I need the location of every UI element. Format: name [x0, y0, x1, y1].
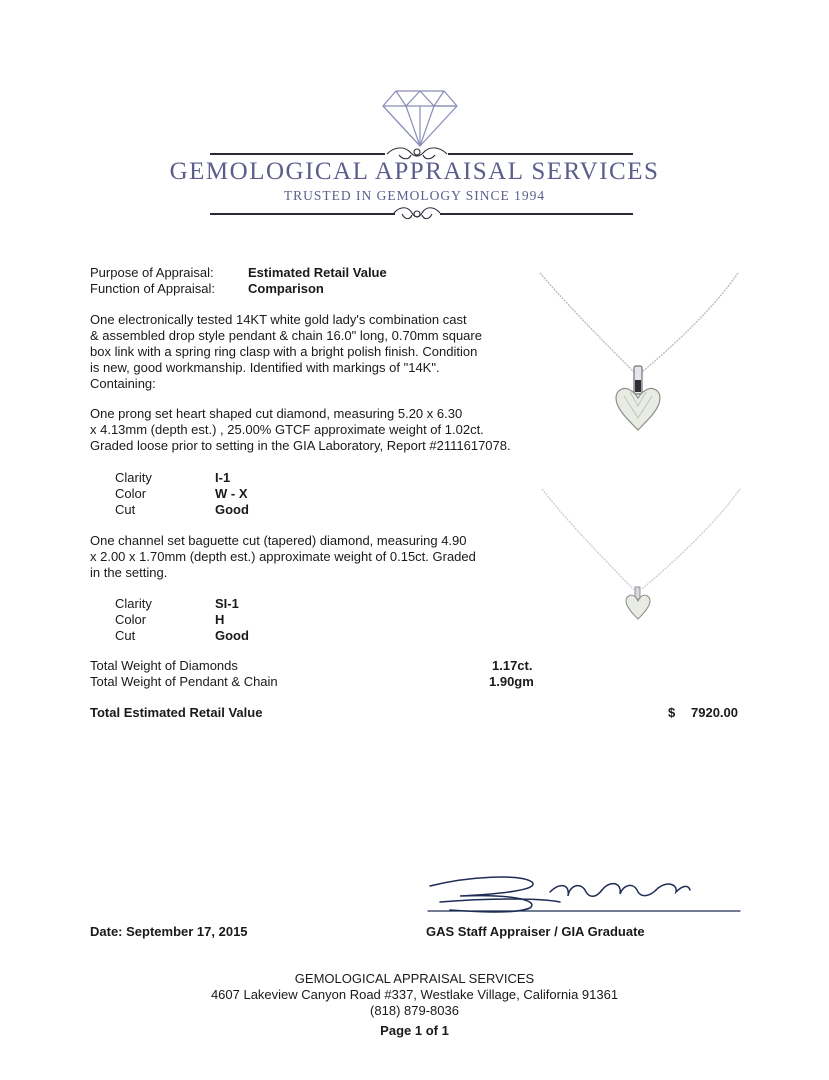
currency-symbol: $ — [668, 705, 676, 720]
stone1-description — [90, 406, 540, 454]
page-number: Page 1 of 1 — [380, 1023, 449, 1038]
stone2-cut: Good — [215, 628, 249, 643]
stone1-cut: Good — [215, 502, 249, 517]
diamond-icon — [380, 88, 460, 150]
stone2-line: One channel set baguette cut (tapered) diamond, measuring 4.90 — [90, 533, 467, 548]
purpose-value: Estimated Retail Value — [248, 265, 387, 280]
stone1-clarity-label: Clarity — [115, 470, 152, 485]
stone2-color: H — [215, 612, 225, 627]
function-label: Function of Appraisal: — [90, 281, 216, 296]
stone1-clarity: I-1 — [215, 470, 231, 485]
pendant-photo-full — [530, 485, 745, 625]
item-description — [90, 312, 540, 392]
header-top-rule-right — [448, 153, 633, 155]
appraiser-title: GAS Staff Appraiser / GIA Graduate — [426, 924, 645, 939]
stone2-color-label: Color — [115, 612, 147, 627]
stone1-color-label: Color — [115, 486, 147, 501]
function-value: Comparison — [248, 281, 324, 296]
stone2-line: x 2.00 x 1.70mm (depth est.) approximate weight of 0.15ct. Graded — [90, 549, 476, 564]
description-line: & assembled drop style pendant & chain 16.0" long, 0.70mm square — [90, 328, 482, 343]
stone1-line: One prong set heart shaped cut diamond, measuring 5.20 x 6.30 — [90, 406, 463, 421]
total-retail-label: Total Estimated Retail Value — [90, 705, 263, 720]
header-bottom-rule-right — [440, 213, 633, 215]
total-diamonds-label: Total Weight of Diamonds — [90, 658, 238, 673]
appraisal-date: Date: September 17, 2015 — [90, 924, 248, 939]
pendant-photo-closeup — [530, 268, 745, 438]
stone2-line: in the setting. — [90, 565, 168, 580]
footer-company: GEMOLOGICAL APPRAISAL SERVICES — [294, 971, 535, 986]
stone2-cut-label: Cut — [115, 628, 136, 643]
description-line: One electronically tested 14KT white gold lady's combination cast — [90, 312, 467, 327]
appraiser-signature — [420, 868, 745, 920]
header-bottom-rule — [210, 213, 395, 215]
stone1-line: x 4.13mm (depth est.) , 25.00% GTCF approximate weight of 1.02ct. — [90, 422, 484, 437]
total-retail-value: 7920.00 — [691, 705, 738, 720]
stone1-color: W - X — [215, 486, 248, 501]
purpose-label: Purpose of Appraisal: — [90, 265, 214, 280]
footer-phone: (818) 879-8036 — [370, 1003, 459, 1018]
total-pendant-value: 1.90gm — [489, 674, 534, 689]
description-line: Containing: — [90, 376, 156, 391]
stone1-line: Graded loose prior to setting in the GIA Laboratory, Report #2111617078. — [90, 438, 511, 453]
brand-name: GEMOLOGICAL APPRAISAL SERVICES — [169, 158, 660, 185]
brand-tagline: TRUSTED IN GEMOLOGY SINCE 1994 — [283, 188, 546, 203]
flourish-bottom-icon — [392, 204, 442, 224]
total-pendant-label: Total Weight of Pendant & Chain — [90, 674, 278, 689]
description-line: box link with a spring ring clasp with a bright polish finish. Condition — [90, 344, 478, 359]
stone2-clarity-label: Clarity — [115, 596, 152, 611]
stone1-cut-label: Cut — [115, 502, 136, 517]
total-diamonds-value: 1.17ct. — [492, 658, 533, 673]
header-top-rule — [210, 153, 385, 155]
stone2-description — [90, 533, 540, 581]
footer-address: 4607 Lakeview Canyon Road #337, Westlake Village, California 91361 — [210, 987, 619, 1002]
stone2-clarity: SI-1 — [215, 596, 239, 611]
description-line: is new, good workmanship. Identified with markings of "14K". — [90, 360, 440, 375]
